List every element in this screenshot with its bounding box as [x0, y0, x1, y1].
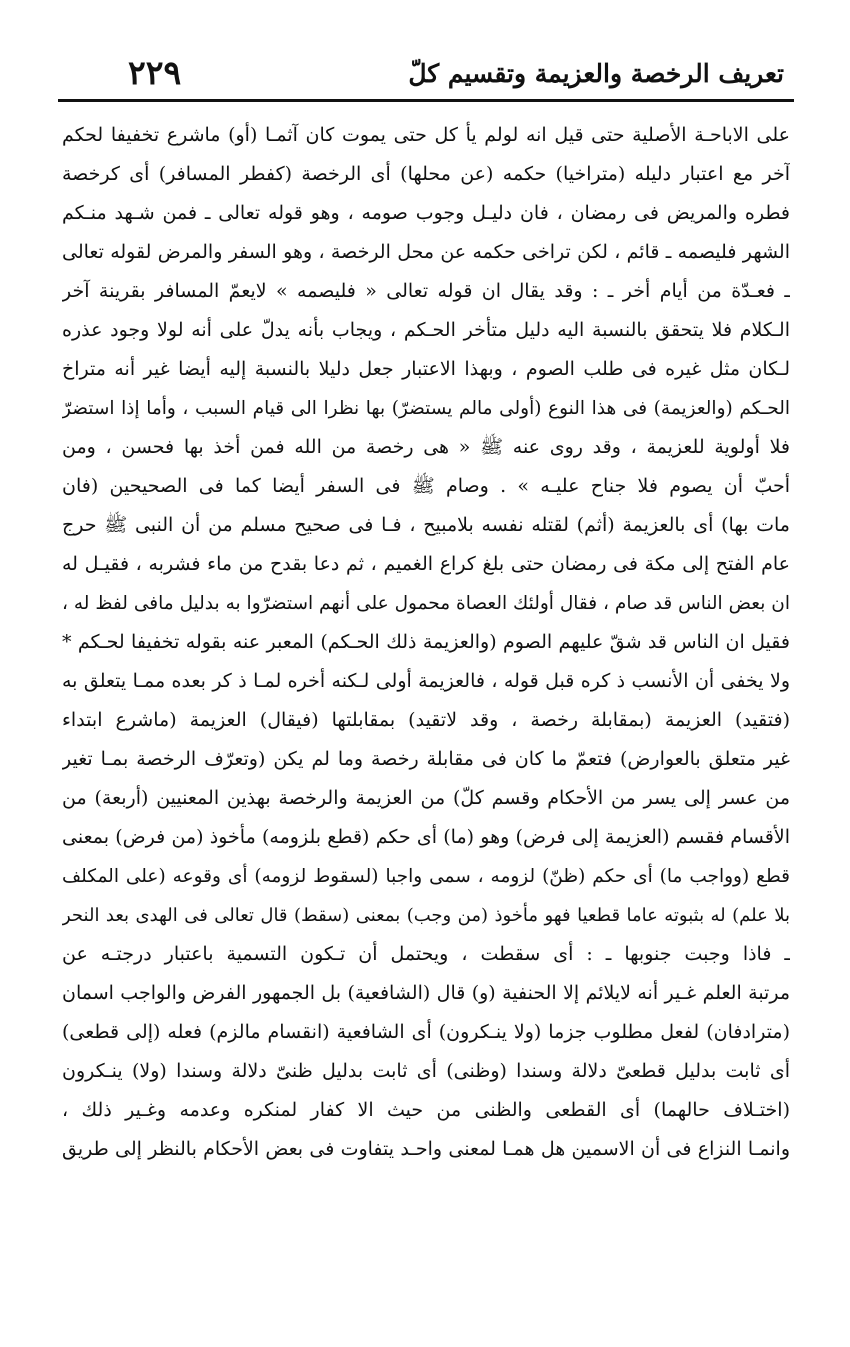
text-line: الـكلام فلا يتحقق بالنسبة اليه دليل متأخر الحـكم ، ويجاب بأنه يدلّ على أنه لولا وجود عذره: [62, 319, 790, 341]
text-line: فقيل ان الناس قد شقّ عليهم الصوم (والعزيمة ذلك الحـكم) المعبر عنه بقوله تخفيفا لحـكم *: [62, 631, 790, 653]
text-line: ولا يخفى أن الأنسب ذ كره قبل قوله ، فالعزيمة أولى لـكنه أخره لمـا ذ كر بعده ممـا يتعلق به: [62, 670, 790, 692]
text-line: مات بها) أى بالعزيمة (أثم) لقتله نفسه بلامبيح ، فـا فى صحيح مسلم من أن النبى ﷺ حرج: [62, 514, 790, 536]
text-line: الحـكم (والعزيمة) فى هذا النوع (أولى مالم يستضرّ) بها نظرا الى قيام السبب ، وأما إذا استضرّ: [62, 398, 790, 419]
text-line: على الاباحـة الأصلية حتى قيل انه لولم يأ كل حتى يموت كان آثمـا (أو) ماشرع تخفيفا لحكم: [62, 124, 790, 146]
text-line: مرتبة العلم غـير أنه لايلائم إلا الحنفية (و) قال (الشافعية) بل الجمهور الفرض والواجب اسمان: [62, 982, 790, 1004]
text-line: عام الفتح إلى مكة فى رمضان حتى بلغ كراع الغميم ، ثم دعا بقدح من ماء فشربه ، فقيـل له: [62, 553, 790, 575]
text-line: لـكان مثل غيره فى طلب الصوم ، وبهذا الاعتبار جعل دليلا بالنسبة إليه أيضا غير أنه متراخ: [62, 358, 790, 380]
body-text: [62, 116, 790, 1169]
header-rule: [58, 99, 794, 102]
text-line: ـ فاذا وجبت جنوبها ـ : أى سقطت ، ويحتمل أن تـكون التسمية باعتبار درجتـه عن: [62, 943, 790, 965]
text-line: (اختـلاف حالهما) أى القطعى والظنى من حيث الا كفار لمنكره وعدمه وغـير ذلك ،: [62, 1099, 790, 1121]
text-line: فطره والمريض فى رمضان ، فان دليـل وجوب صومه ، وهو قوله تعالى ـ فمن شـهد منـكم: [62, 202, 790, 224]
text-line: ان بعض الناس قد صام ، فقال أولئك العصاة محمول على أنهم استضرّوا به بدليل مافى لفظ له ،: [62, 593, 790, 614]
text-line: ـ فعـدّة من أيام أخر ـ : وقد يقال ان قوله تعالى « فليصمه » لايعمّ المسافر بقرينة آخر: [62, 280, 790, 302]
text-line: أحبّ أن يصوم فلا جناح عليـه » . وصام ﷺ فى السفر أيضا كما فى الصحيحين (فان: [62, 475, 790, 497]
text-line: من عسر إلى يسر من الأحكام وقسم كلّ) من العزيمة والرخصة بهذين المعنيين (أربعة) من: [62, 787, 790, 809]
text-line: (مترادفان) لفعل مطلوب جزما (ولا ينـكرون) أى الشافعية (انقسام مالزم) فعله (إلى قطعى): [62, 1021, 790, 1043]
text-line: آخر مع اعتبار دليله (متراخيا) حكمه (عن محلها) أى الرخصة (كفطر المسافر) أى كرخصة: [62, 163, 790, 185]
text-line: أى ثابت بدليل قطعىّ دلالة وسندا (وظنى) أى ثابت بدليل ظنىّ دلالة وسندا (ولا) ينـكرون: [62, 1060, 790, 1082]
running-title: تعريف الرخصة والعزيمة وتقسيم كلّ: [408, 59, 784, 88]
text-line: الشهر فليصمه ـ قائم ، لكن تراخى حكمه عن محل الرخصة ، وهو السفر والمرض لقوله تعالى: [62, 241, 790, 263]
text-line: قطع (وواجب ما) أى حكم (ظنّ) لزومه ، سمى واجبا (لسقوط لزومه) أى وقوعه (على المكلف: [62, 866, 790, 887]
text-line: فلا أولوية للعزيمة ، وقد روى عنه ﷺ « هى رخصة من الله فمن أخذ بها فحسن ، ومن: [62, 436, 790, 458]
text-line: (فتقيد) العزيمة (بمقابلة رخصة ، وقد لاتقيد) بمقابلتها (فيقال) العزيمة (ماشرع ابتداء: [62, 709, 790, 731]
text-line: غير متعلق بالعوارض) فتعمّ ما كان فى مقابلة رخصة وما لم يكن (وتعرّف الرخصة بمـا تغير: [62, 748, 790, 770]
page-number: ٢٢٩: [128, 53, 182, 92]
text-line: بلا علم) له بثبوته عاما قطعيا فهو مأخوذ (من وجب) بمعنى (سقط) قال تعالى فى الهدى بعد النحر: [62, 905, 790, 926]
text-line: الأقسام فقسم (العزيمة إلى فرض) وهو (ما) أى حكم (قطع بلزومه) مأخوذ (من فرض) بمعنى: [62, 826, 790, 848]
page-header: [58, 52, 794, 96]
text-line: وانمـا النزاع فى أن الاسمين هل همـا لمعنى واحـد يتفاوت فى بعض الأحكام بالنظر إلى طريق: [62, 1138, 790, 1160]
